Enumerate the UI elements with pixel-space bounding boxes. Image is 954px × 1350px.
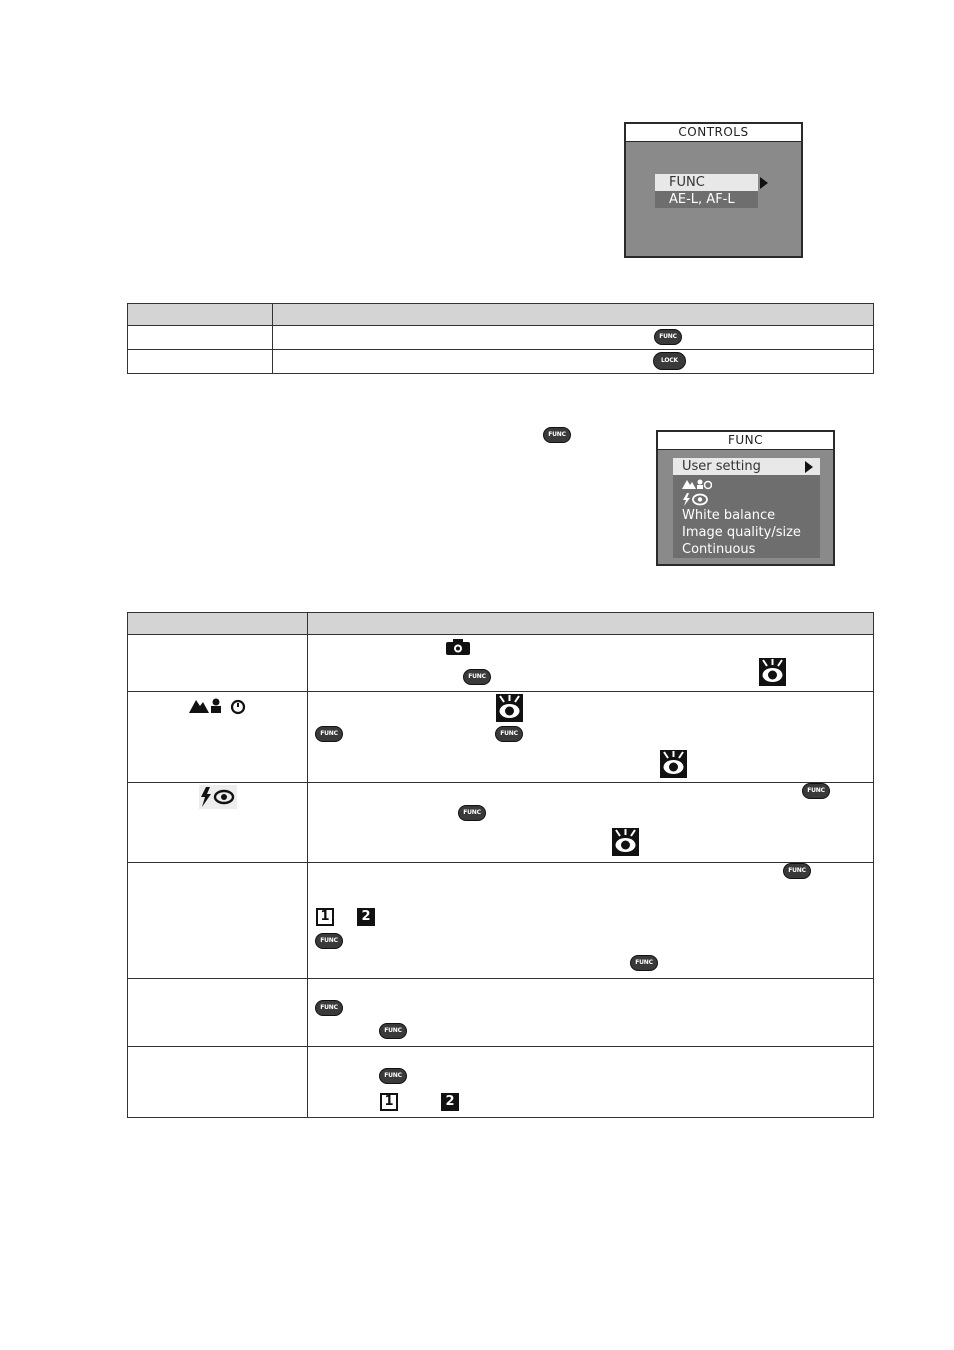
func-menu-item-flash[interactable] [673, 491, 820, 507]
func-button-icon: FUNC [654, 329, 682, 345]
func-menu-item-shooting-modes[interactable] [673, 475, 820, 491]
func-button-icon: FUNC [315, 933, 343, 949]
controls-menu-item-ael-afl[interactable]: AE-L, AF-L [655, 191, 758, 208]
landscape-portrait-timer-icon [189, 697, 247, 715]
caution-eye-icon [496, 694, 523, 722]
func-button-icon: FUNC [630, 955, 658, 971]
box-2-icon: 2 [441, 1093, 459, 1111]
controls-menu-title: CONTROLS [626, 124, 801, 142]
func-button-icon: FUNC [495, 726, 523, 742]
func-menu-item-white-balance[interactable]: White balance [673, 507, 820, 524]
flash-red-eye-icon [199, 785, 237, 809]
camera-icon [445, 638, 471, 656]
func-menu-item-user-setting[interactable]: User setting [673, 458, 820, 475]
func-button-icon: FUNC [458, 805, 486, 821]
caution-eye-icon [612, 828, 639, 856]
table-row [128, 1047, 874, 1118]
func-menu-item-image-quality[interactable]: Image quality/size [673, 524, 820, 541]
table-row [128, 863, 874, 979]
table-row [128, 692, 874, 783]
controls-menu-screen [624, 122, 803, 258]
table-row [128, 350, 874, 374]
box-1-icon: 1 [316, 908, 334, 926]
table-header-option [128, 304, 273, 326]
func-button-icon: FUNC [315, 726, 343, 742]
controls-options-table [127, 303, 874, 374]
func-button-icon: FUNC [379, 1068, 407, 1084]
func-options-table [127, 612, 874, 1118]
func-button-icon: FUNC [783, 863, 811, 879]
func-menu-title: FUNC [658, 432, 833, 450]
func-button-icon: FUNC [802, 783, 830, 799]
func-button-icon: FUNC [315, 1000, 343, 1016]
table-row [128, 783, 874, 863]
table-row [128, 635, 874, 692]
flash-red-eye-icon [682, 493, 710, 506]
func-button-icon: FUNC [543, 427, 571, 443]
func-menu-screen [656, 430, 835, 566]
func-button-icon: FUNC [379, 1023, 407, 1039]
box-2-icon: 2 [357, 908, 375, 926]
caution-eye-icon [759, 658, 786, 686]
table-header-option [128, 613, 308, 635]
func-button-icon: FUNC [463, 669, 491, 685]
table-row [128, 979, 874, 1047]
box-1-icon: 1 [380, 1093, 398, 1111]
controls-menu-item-func[interactable]: FUNC [655, 174, 758, 191]
submenu-arrow-icon [805, 461, 813, 473]
lock-button-icon: LOCK [653, 352, 686, 370]
table-header-description [273, 304, 874, 326]
landscape-portrait-timer-icon [682, 478, 712, 490]
func-menu-item-continuous[interactable]: Continuous [673, 541, 820, 558]
caution-eye-icon [660, 750, 687, 778]
table-row [128, 326, 874, 350]
submenu-arrow-icon [760, 177, 768, 189]
table-header-description [308, 613, 874, 635]
